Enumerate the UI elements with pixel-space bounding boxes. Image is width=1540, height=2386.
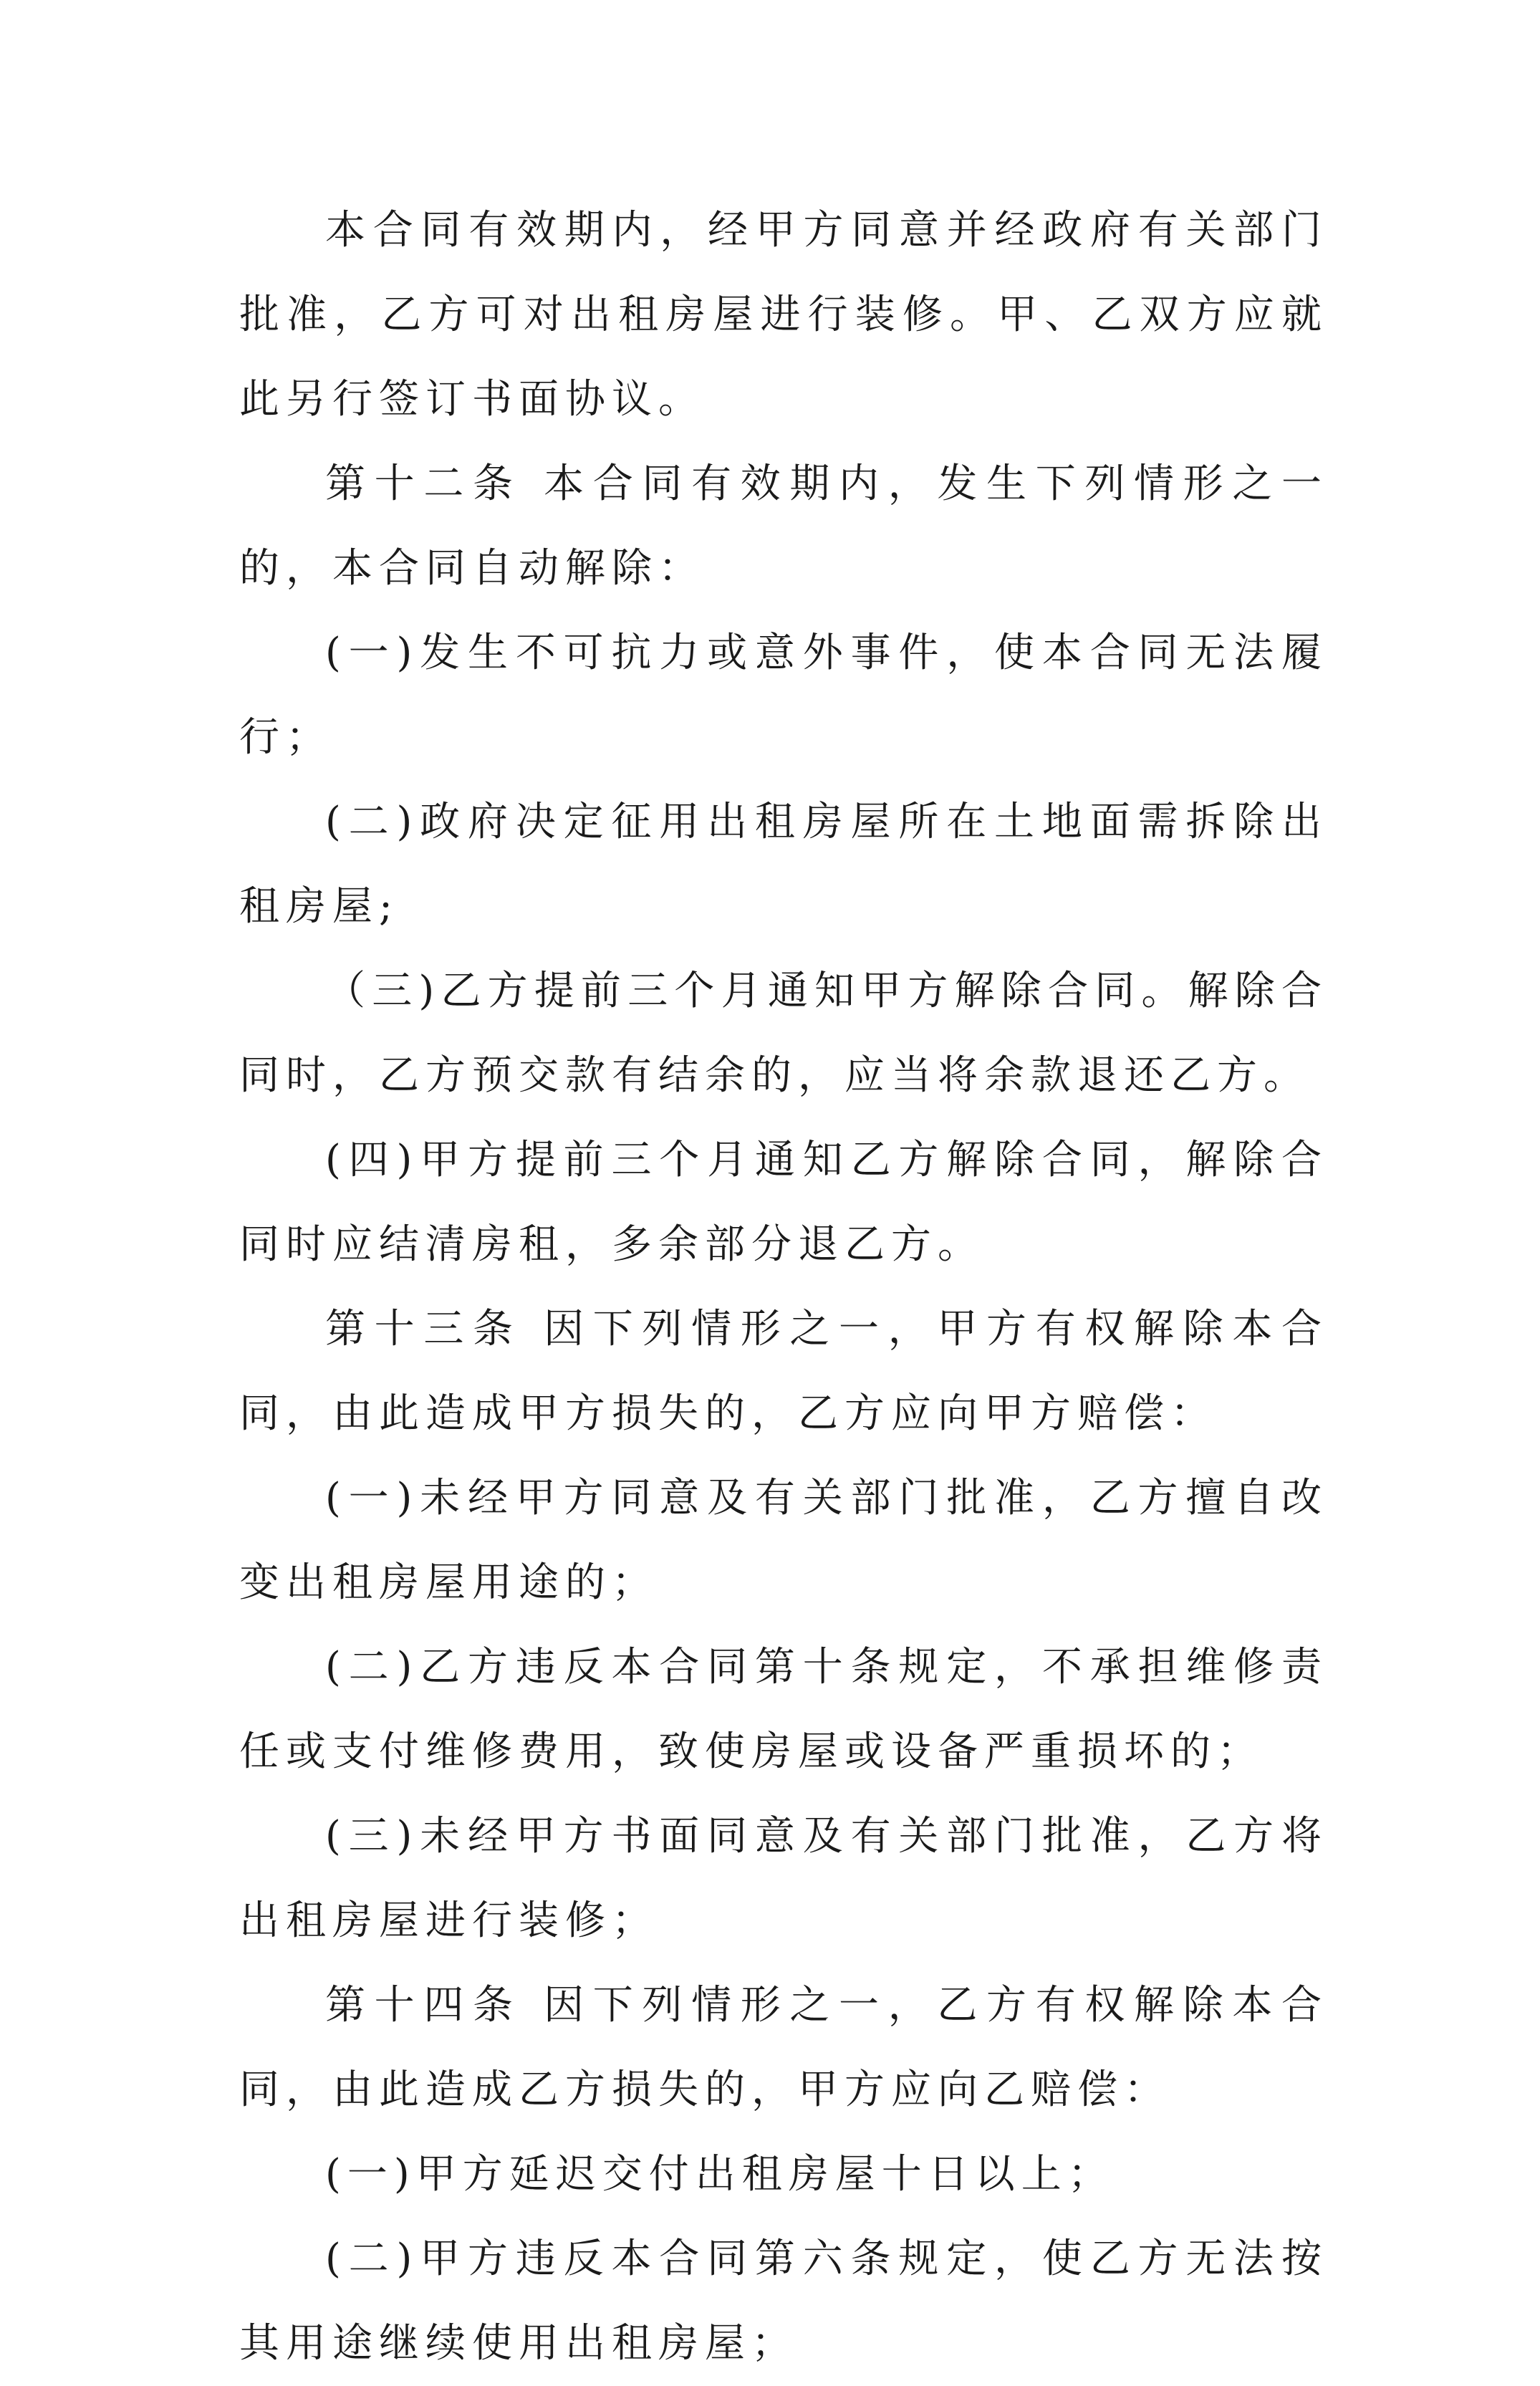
paragraph-article-14: 第十四条 因下列情形之一，乙方有权解除本合同，由此造成乙方损失的，甲方应向乙赔偿： bbox=[239, 1982, 1328, 2113]
paragraph-article-12: 第十二条 本合同有效期内，发生下列情形之一的，本合同自动解除： bbox=[239, 461, 1328, 592]
paragraph-article-13-item-2: (二)乙方违反本合同第十条规定，不承担维修责任或支付维修费用，致使房屋或设备严重损坏的； bbox=[239, 1644, 1328, 1775]
paragraph-article-12-item-4: (四)甲方提前三个月通知乙方解除合同，解除合同时应结清房租，多余部分退乙方。 bbox=[239, 1137, 1328, 1268]
paragraph-article-13: 第十三条 因下列情形之一，甲方有权解除本合同，由此造成甲方损失的，乙方应向甲方赔偿： bbox=[239, 1306, 1328, 1437]
paragraph-article-13-item-3: (三)未经甲方书面同意及有关部门批准，乙方将出租房屋进行装修； bbox=[239, 1813, 1328, 1944]
document-body bbox=[239, 188, 1328, 2386]
paragraph-article-12-item-2: (二)政府决定征用出租房屋所在土地面需拆除出租房屋; bbox=[239, 799, 1328, 930]
paragraph-article-12-item-3: （三)乙方提前三个月通知甲方解除合同。解除合同时，乙方预交款有结余的，应当将余款退还乙方。 bbox=[239, 968, 1328, 1099]
paragraph-article-14-item-2: (二)甲方违反本合同第六条规定，使乙方无法按其用途继续使用出租房屋； bbox=[239, 2236, 1328, 2367]
paragraph-article-12-item-1: (一)发生不可抗力或意外事件，使本合同无法履行； bbox=[239, 630, 1328, 761]
paragraph-article-14-item-1: (一)甲方延迟交付出租房屋十日以上； bbox=[325, 2151, 1115, 2198]
paragraph-article-13-item-1: (一)未经甲方同意及有关部门批准，乙方擅自改变出租房屋用途的； bbox=[239, 1475, 1328, 1606]
paragraph-renovation: 本合同有效期内，经甲方同意并经政府有关部门批准，乙方可对出租房屋进行装修。甲、乙双方应就此另行签订书面协议。 bbox=[239, 207, 1328, 423]
